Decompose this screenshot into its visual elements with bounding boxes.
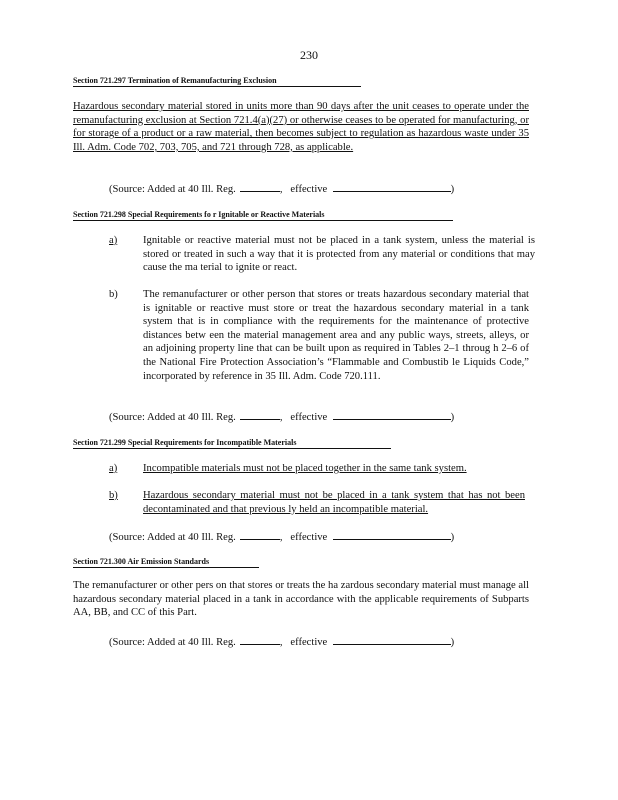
source-label: (Source: Added at 40 Ill. Reg. xyxy=(109,184,236,195)
section-721-299-item-a: Incompatible materials must not be placed together in the same tank system. xyxy=(143,463,467,474)
source-blank xyxy=(240,529,280,540)
source-blank xyxy=(240,181,280,192)
section-heading-721-299: Section 721.299 Special Requirements for Incompatible Materials xyxy=(73,438,391,449)
source-blank xyxy=(240,634,280,645)
source-label: (Source: Added at 40 Ill. Reg. xyxy=(109,637,236,648)
item-label: b) xyxy=(109,490,118,501)
source-label: (Source: Added at 40 Ill. Reg. xyxy=(109,412,236,423)
source-label: (Source: Added at 40 Ill. Reg. xyxy=(109,532,236,543)
section-721-298-item-a: Ignitable or reactive material must not be placed in a tank system, unless the material is stored or treated in such a way that it is protected from any material or conditions that may cause the ma terial to ignite or react. xyxy=(143,235,535,274)
section-721-298-item-b: The remanufacturer or other person that stores or treats hazardous secondary material that is ignitable or reactive must store or treat the hazardous secondary material in a tank system that is in compliance with the requirements for the maintenance of protective distances betw een the material management area and any public ways, streets, alleys, or an adjoining property line that can be built upon as required in Tables 2–1 throug h 2–6 of the National Fire Protection Association’s “Flammable and Combustib le Liquids Code,” incorporated by reference in 35 Ill. Adm. Code 720.111. xyxy=(143,289,529,382)
section-heading-721-300: Section 721.300 Air Emission Standards xyxy=(73,557,259,568)
effective-blank xyxy=(333,529,451,540)
item-label: a) xyxy=(109,463,118,474)
page-number: 230 xyxy=(300,48,318,62)
section-heading-721-297: Section 721.297 Termination of Remanufacturing Exclusion xyxy=(73,76,361,87)
effective-blank xyxy=(333,634,451,645)
section-heading-721-298: Section 721.298 Special Requirements fo r Ignitable or Reactive Materials xyxy=(73,210,453,221)
effective-label: effective xyxy=(290,184,328,195)
effective-label: effective xyxy=(290,532,328,543)
source-note-721-298: (Source: Added at 40 Ill. Reg. , effective ) xyxy=(109,409,454,424)
item-label: b) xyxy=(109,289,118,300)
source-note-721-300: (Source: Added at 40 Ill. Reg. , effective ) xyxy=(109,634,454,649)
effective-blank xyxy=(333,181,451,192)
effective-label: effective xyxy=(290,412,328,423)
section-721-299-item-b: Hazardous secondary material must not be placed in a tank system that has not been decontaminated and that previous ly held an incompatible material. xyxy=(143,490,525,515)
source-blank xyxy=(240,409,280,420)
source-note-721-299: (Source: Added at 40 Ill. Reg. , effective ) xyxy=(109,529,454,544)
effective-label: effective xyxy=(290,637,328,648)
effective-blank xyxy=(333,409,451,420)
section-721-300-paragraph: The remanufacturer or other pers on that stores or treats the ha zardous secondary material must manage all hazardous secondary material placed in a tank in accordance with the applicable requirements of Subparts AA, BB, and CC of this Part. xyxy=(73,580,529,619)
source-note-721-297: (Source: Added at 40 Ill. Reg. , effective ) xyxy=(109,181,454,196)
item-label: a) xyxy=(109,235,118,246)
section-721-297-paragraph: Hazardous secondary material stored in units more than 90 days after the unit ceases to operate under the remanufacturing exclusion at Section 721.4(a)(27) or otherwise ceases to be operated for manufacturing, or for storage of a product or a raw material, then becomes subject to regulation as hazardous waste under 35 Ill. Adm. Code 702, 703, 705, and 721 through 728, as applicable. xyxy=(73,101,529,153)
